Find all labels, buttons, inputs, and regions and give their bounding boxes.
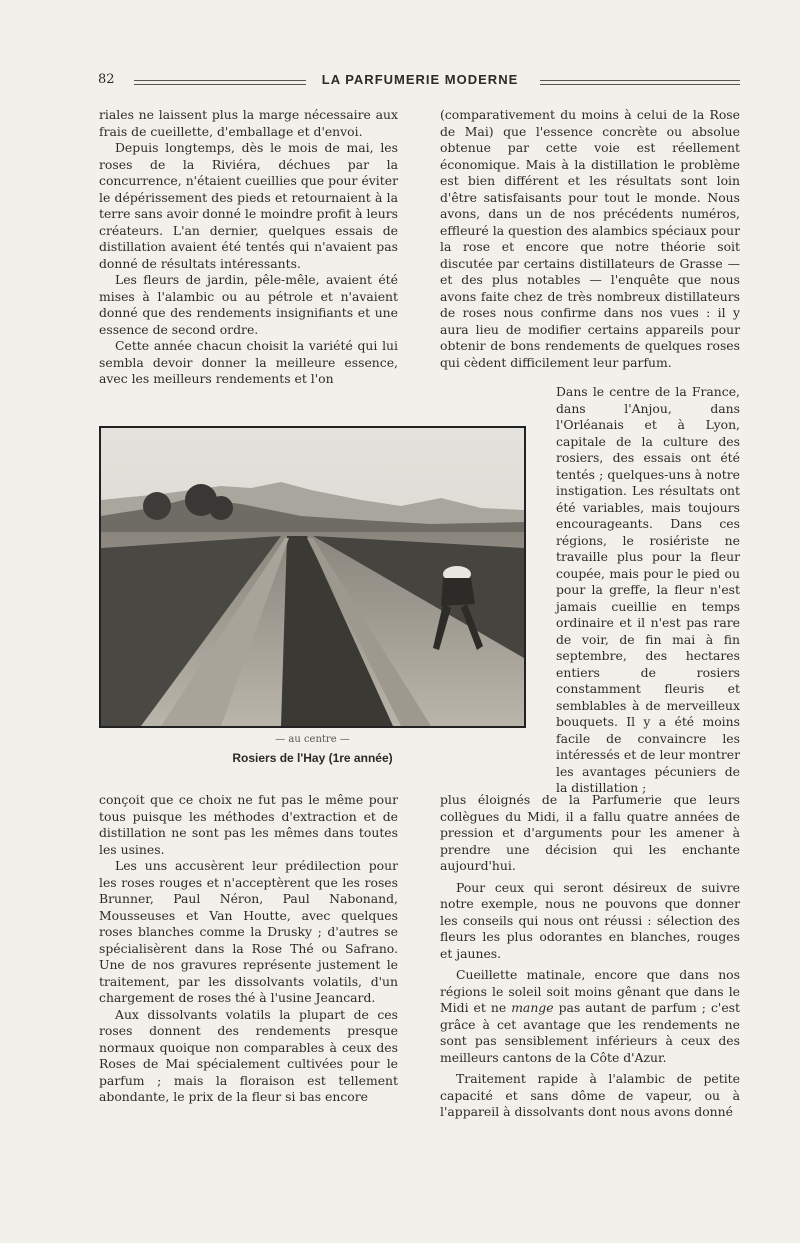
paragraph: plus éloignés de la Parfumerie que leurs collègues du Midi, il a fallu quatre années de pression et d'arguments pour les amener à prendre une décision qui les enchante aujourd'hui. bbox=[440, 792, 740, 873]
figure-subcaption: — au centre — bbox=[275, 734, 350, 745]
paragraph: conçoit que ce choix ne fut pas le même pour tous puisque les méthodes d'extraction et de distillation ne sont pas les mêmes dans toutes les usines. bbox=[99, 792, 398, 857]
journal-title: LA PARFUMERIE MODERNE bbox=[321, 72, 519, 87]
field-photograph bbox=[99, 426, 526, 728]
paragraph: (comparativement du moins à celui de la Rose de Mai) que l'essence concrète ou absolue obtenue par cette voie est réellement économique. Mais à la distillation le problème est bien différent et les résultats sont loin d'être satisfaisants pour tout le monde. Nous avons, dans un de nos précédents numéros, effleuré la question des alambics spéciaux pour la rose et encore que notre théorie soit discutée par certains distillateurs de Grasse — et des plus notables — l'enquête que nous avons faite chez de très nombreux distillateurs de roses nous confirme dans nos vues : il y aura lieu de modifier certains appareils pour obtenir de bons rendements de quelques roses qui cèdent difficilement leur parfum. bbox=[440, 107, 740, 370]
rose-field-image bbox=[101, 428, 524, 726]
paragraph: Aux dissolvants volatils la plupart de ces roses donnent des rendements presque normaux quoique non comparables à ceux des Roses de Mai spécialement cultivées pour le parfum ; mais la floraison est tellement abondante, le prix de la fleur si bas encore bbox=[99, 1006, 398, 1104]
paragraph: Les fleurs de jardin, pêle-mêle, avaient été mises à l'alambic ou au pétrole et n'avaient donné que des rendements insignifiants et une essence de second ordre. bbox=[99, 272, 398, 337]
running-header bbox=[98, 72, 742, 90]
paragraph bbox=[440, 967, 740, 1066]
text-run: Cueillette matinale, encore que dans nos régions le soleil soit moins gênant que dans le Midi et ne bbox=[440, 967, 740, 1015]
right-column-narrow bbox=[556, 384, 740, 797]
text-run: pas autant de parfum ; c'est grâce à cet avantage que les rendements ne sont pas sensiblement inférieurs à ceux des meilleurs cantons de la Côte d'Azur. bbox=[440, 1000, 740, 1065]
figure-caption: Rosiers de l'Hay (1re année) bbox=[232, 751, 393, 765]
paragraph: Depuis longtemps, dès le mois de mai, les roses de la Riviéra, déchues par la concurrence, n'étaient cueillies que pour éviter le dépérissement des pieds et retournaient à la terre sans avoir donné le moindre profit à leurs créateurs. L'an dernier, quelques essais de distillation avaient été tentés qui n'avaient pas donné de résultats intéressants. bbox=[99, 140, 398, 271]
header-rule-right bbox=[540, 80, 740, 85]
paragraph: Les uns accusèrent leur prédilection pour les roses rouges et n'acceptèrent que les roses Brunner, Paul Néron, Paul Nabonand, Mousseuses et Van Houtte, avec quelques roses blanches comme la Drusky ; d'autres se spécialisèrent dans la Rose Thé ou Safrano. Une de nos gravures représente justement le traitement, par les dissolvants volatils, d'un chargement de roses thé à l'usine Jeancard. bbox=[99, 858, 398, 1005]
left-column-top bbox=[99, 107, 398, 388]
left-column-bottom bbox=[99, 792, 398, 1106]
right-column-bottom bbox=[440, 792, 740, 1121]
right-column-top bbox=[440, 107, 740, 371]
paragraph: Traitement rapide à l'alambic de petite capacité et sans dôme de vapeur, ou à l'appareil à dissolvants dont nous avons donné bbox=[440, 1071, 740, 1119]
paragraph: Dans le centre de la France, dans l'Anjou, dans l'Orléanais et à Lyon, capitale de la culture des rosiers, des essais ont été tentés ; quelques-uns à notre instigation. Les résultats ont été variables, mais toujours encourageants. Dans ces régions, le rosiériste ne travaille plus pour la fleur coupée, mais pour le pied ou pour la greffe, la fleur n'est jamais cueillie en temps ordinaire et il n'est pas rare de voir, de fin mai à fin septembre, des hectares entiers de rosiers constamment fleuris et semblables à de merveilleux bouquets. Il y a été moins facile de convaincre les intéressés et de leur montrer les avantages pécuniers de la distillation ; bbox=[556, 384, 740, 795]
italic-word: mange bbox=[511, 1000, 554, 1015]
paragraph: Pour ceux qui seront désireux de suivre notre exemple, nous ne pouvons que donner les conseils qui nous ont réussi : sélection des fleurs les plus odorantes en blanches, rouges et jaunes. bbox=[440, 879, 740, 961]
paragraph: Cette année chacun choisit la variété qui lui sembla devoir donner la meilleure essence, avec les meilleurs rendements et l'on bbox=[99, 338, 398, 386]
paragraph: riales ne laissent plus la marge nécessaire aux frais de cueillette, d'emballage et d'envoi. bbox=[99, 107, 398, 139]
page-number: 82 bbox=[98, 72, 115, 87]
